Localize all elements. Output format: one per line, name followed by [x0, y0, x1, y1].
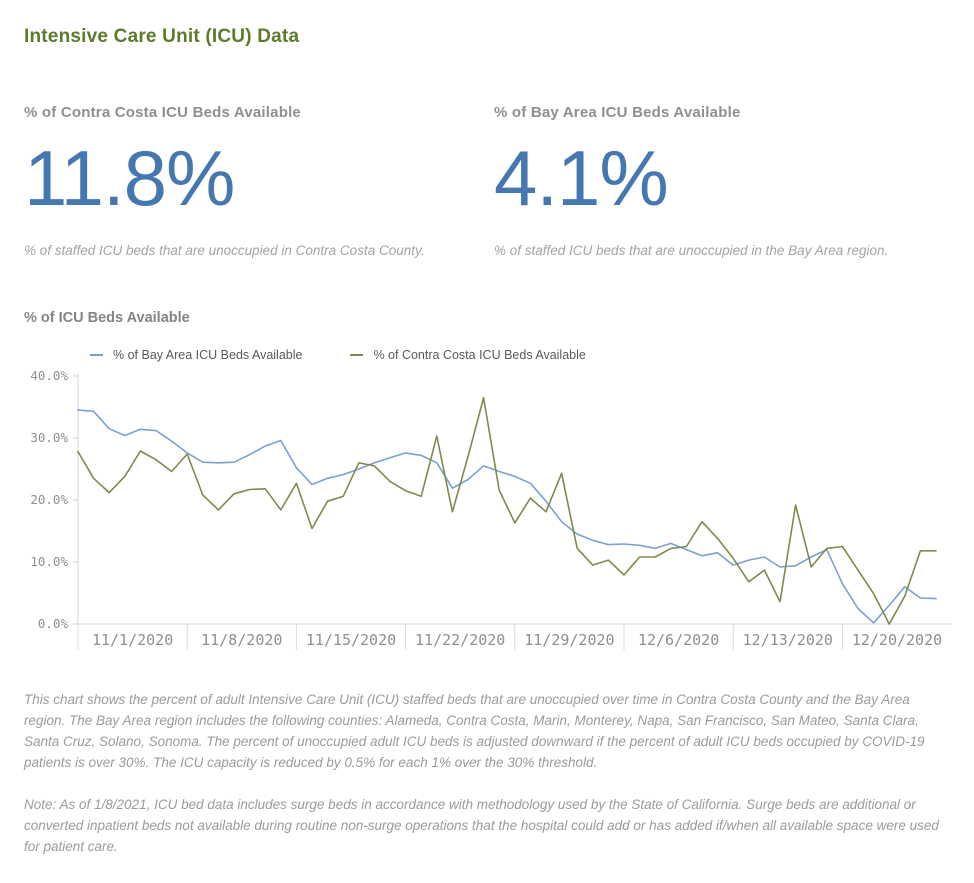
- chart-description: This chart shows the percent of adult Intensive Care Unit (ICU) staffed beds that are unoccupied over time in Contra Costa County and the Bay Area region. The Bay Area region includes the following counties: Alameda, Contra Costa, Marin, Monterey, Napa, San Francisco, San Mateo, Santa Clara, Santa Cruz, Solano, Sonoma. The percent of unoccupied adult ICU beds is adjusted downward if the percent of adult ICU beds occupied by COVID-19 patients is over 30%. The ICU capacity is reduced by 0.5% for each 1% over the 30% threshold.: [24, 692, 925, 770]
- x-tick-label: 12/13/2020: [742, 631, 833, 649]
- line-chart-plot[interactable]: [24, 368, 952, 660]
- bay-area-series-line: [78, 410, 936, 623]
- x-tick-label: 12/20/2020: [851, 631, 943, 649]
- page-title: Intensive Care Unit (ICU) Data: [24, 26, 300, 47]
- y-tick-label: 40.0%: [30, 368, 68, 383]
- legend-label: % of Bay Area ICU Beds Available: [113, 348, 303, 362]
- kpi-contra-costa: [24, 104, 494, 258]
- contra-costa-series-line: [78, 398, 936, 624]
- kpi-value: 4.1%: [494, 134, 668, 222]
- chart-legend: [90, 348, 974, 362]
- kpi-caption: % of staffed ICU beds that are unoccupied in the Bay Area region.: [494, 243, 889, 258]
- x-tick-label: 12/6/2020: [637, 631, 720, 649]
- kpi-caption: % of staffed ICU beds that are unoccupied in Contra Costa County.: [24, 243, 425, 258]
- x-tick-label: 11/22/2020: [415, 631, 506, 649]
- legend-item-contra-costa[interactable]: [350, 348, 585, 362]
- y-tick-label: 0.0%: [37, 616, 68, 631]
- y-tick-label: 30.0%: [30, 430, 68, 445]
- chart-title: % of ICU Beds Available: [24, 310, 190, 326]
- x-tick-label: 11/8/2020: [201, 631, 283, 649]
- surge-beds-note: Note: As of 1/8/2021, ICU bed data includes surge beds in accordance with methodology used by the State of California. Surge beds are additional or converted inpatient beds not available during routine non-surge operations that the hospital could add or has added if/when all available space were used for patient care.: [24, 796, 939, 854]
- y-tick-label: 10.0%: [30, 554, 68, 569]
- legend-item-bay-area[interactable]: [90, 348, 302, 362]
- legend-label: % of Contra Costa ICU Beds Available: [373, 348, 586, 362]
- icu-beds-chart: [24, 310, 974, 660]
- kpi-value: 11.8%: [24, 134, 235, 222]
- kpi-row: [24, 104, 964, 258]
- x-tick-label: 11/1/2020: [91, 631, 174, 649]
- kpi-label: % of Contra Costa ICU Beds Available: [24, 104, 301, 121]
- bay-area-line-swatch: [90, 354, 103, 356]
- footnotes: [24, 690, 950, 857]
- kpi-label: % of Bay Area ICU Beds Available: [494, 104, 741, 121]
- contra-costa-line-swatch: [350, 354, 363, 356]
- kpi-bay-area: [494, 104, 964, 258]
- x-tick-label: 11/15/2020: [305, 631, 397, 649]
- x-tick-label: 11/29/2020: [524, 631, 615, 649]
- y-tick-label: 20.0%: [30, 492, 68, 507]
